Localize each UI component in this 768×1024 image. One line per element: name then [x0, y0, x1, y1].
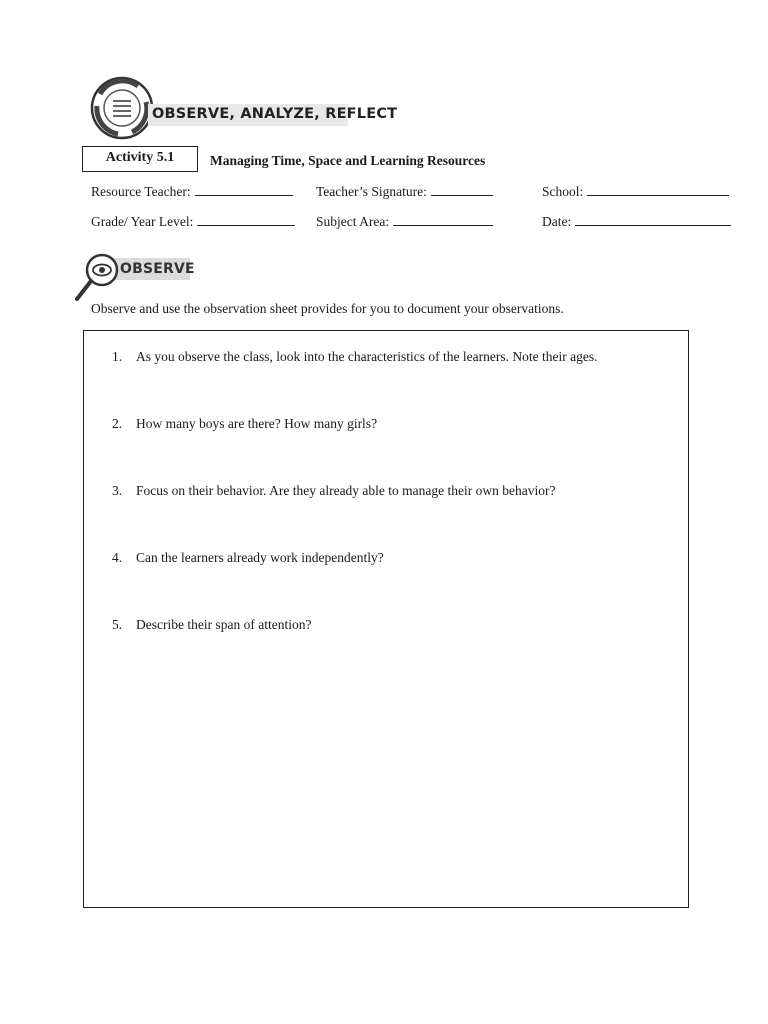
subject-area-blank[interactable]: [393, 213, 493, 226]
resource-teacher-blank[interactable]: [195, 183, 293, 196]
question-number: 1.: [112, 349, 123, 364]
date-field[interactable]: [542, 213, 731, 230]
question-text: As you observe the class, look into the characteristics of the learners. Note their ages.: [136, 349, 598, 364]
question-number: 3.: [112, 483, 123, 498]
grade-level-blank[interactable]: [197, 213, 295, 226]
teacher-signature-field[interactable]: [316, 183, 493, 200]
activity-title: Managing Time, Space and Learning Resources: [210, 153, 486, 168]
question-number: 4.: [112, 550, 123, 565]
question-text: Focus on their behavior. Are they already able to manage their own behavior?: [136, 483, 556, 498]
grade-level-field[interactable]: [91, 213, 295, 230]
resource-teacher-label: Resource Teacher:: [91, 184, 191, 199]
subject-area-label: Subject Area:: [316, 214, 390, 229]
question-item: [112, 550, 384, 566]
instruction-text: Observe and use the observation sheet provides for you to document your observations.: [91, 301, 564, 316]
question-item: [112, 416, 377, 432]
subject-area-field[interactable]: [316, 213, 493, 230]
magnifier-eye-icon: [72, 252, 192, 304]
question-number: 2.: [112, 416, 123, 431]
observation-sheet[interactable]: [83, 330, 689, 908]
grade-level-label: Grade/ Year Level:: [91, 214, 194, 229]
resource-teacher-field[interactable]: [91, 183, 293, 200]
school-blank[interactable]: [587, 183, 729, 196]
question-text: Describe their span of attention?: [136, 617, 312, 632]
banner-logo: [88, 76, 398, 140]
observe-heading: [72, 252, 195, 304]
question-item: [112, 617, 311, 633]
question-number: 5.: [112, 617, 123, 632]
date-label: Date:: [542, 214, 572, 229]
activity-label-box: [82, 146, 198, 172]
question-item: [112, 483, 555, 499]
teacher-signature-label: Teacher’s Signature:: [316, 184, 427, 199]
school-label: School:: [542, 184, 584, 199]
question-text: Can the learners already work independently?: [136, 550, 384, 565]
observe-label: OBSERVE: [120, 261, 195, 277]
teacher-signature-blank[interactable]: [431, 183, 493, 196]
school-field[interactable]: [542, 183, 729, 200]
activity-label: Activity 5.1: [105, 150, 175, 165]
date-blank[interactable]: [575, 213, 731, 226]
question-item: [112, 349, 597, 365]
question-text: How many boys are there? How many girls?: [136, 416, 378, 431]
banner-title: OBSERVE, ANALYZE, REFLECT: [152, 106, 398, 122]
